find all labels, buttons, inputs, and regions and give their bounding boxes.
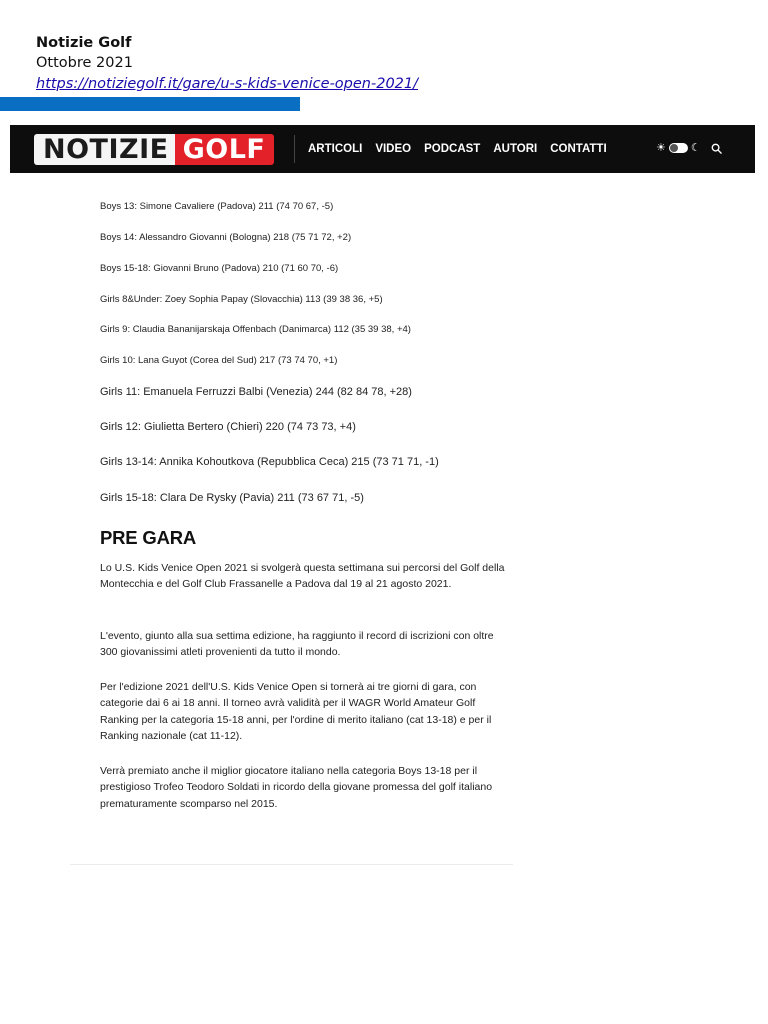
result-item: Boys 13: Simone Cavaliere (Padova) 211 (74 70 67, -5) — [100, 201, 334, 212]
logo-notizie: NOTIZIE — [34, 134, 175, 165]
result-item: Boys 15-18: Giovanni Bruno (Padova) 210 (71 60 70, -6) — [100, 263, 339, 274]
paragraph: Per l'edizione 2021 dell'U.S. Kids Venice Open si tornerà ai tre giorni di gara, con categorie dai 6 ai 18 anni. Il torneo avrà validità per il WAGR World Amateur Golf Ranking per la categoria 15-18 anni, per l'ordine di merito italiano (cat 13-18) e per il Ranking nazionale (cat 11-12). — [100, 681, 492, 742]
content-divider — [70, 864, 513, 865]
result-item: Boys 14: Alessandro Giovanni (Bologna) 218 (75 71 72, +2) — [100, 232, 352, 243]
site-header — [10, 125, 755, 173]
source-citation — [36, 33, 418, 94]
nav-articoli[interactable]: ARTICOLI — [308, 143, 363, 155]
result-item: Girls 12: Giulietta Bertero (Chieri) 220 (74 73 73, +4) — [100, 421, 356, 433]
site-logo[interactable] — [34, 134, 274, 165]
result-item: Girls 8&Under: Zoey Sophia Papay (Slovacchia) 113 (39 38 36, +5) — [100, 294, 383, 305]
search-icon[interactable] — [711, 143, 722, 154]
sun-icon: ☀ — [656, 142, 666, 154]
main-nav — [308, 125, 620, 173]
source-url-link[interactable]: https://notiziegolf.it/gare/u-s-kids-venice-open-2021/ — [36, 76, 419, 92]
result-item: Girls 15-18: Clara De Rysky (Pavia) 211 (73 67 71, -5) — [100, 492, 364, 504]
paragraph: L'evento, giunto alla sua settima edizione, ha raggiunto il record di iscrizioni con oltre 300 giovanissimi atleti provenienti da tutto il mondo. — [100, 630, 494, 659]
toggle-knob — [670, 144, 678, 152]
result-item: Girls 11: Emanuela Ferruzzi Balbi (Venezia) 244 (82 84 78, +28) — [100, 386, 412, 398]
nav-autori[interactable]: AUTORI — [493, 143, 538, 155]
result-item: Girls 9: Claudia Bananijarskaja Offenbach (Danimarca) 112 (35 39 38, +4) — [100, 324, 411, 335]
theme-toggle[interactable] — [656, 142, 701, 154]
accent-bar — [0, 97, 300, 111]
source-date: Ottobre 2021 — [36, 55, 133, 71]
moon-icon: ☾ — [690, 142, 701, 154]
logo-golf: GOLF — [175, 134, 275, 165]
section-title: PRE GARA — [100, 527, 197, 548]
result-item: Girls 13-14: Annika Kohoutkova (Repubblica Ceca) 215 (73 71 71, -1) — [100, 456, 439, 468]
nav-video[interactable]: VIDEO — [375, 143, 412, 155]
toggle-switch[interactable] — [669, 143, 688, 153]
result-item: Girls 10: Lana Guyot (Corea del Sud) 217 (73 74 70, +1) — [100, 355, 338, 366]
paragraph: Verrà premiato anche il miglior giocatore italiano nella categoria Boys 13-18 per il prestigioso Trofeo Teodoro Soldati in ricordo della giovane promessa del golf italiano prematuramente scomparso nel 2015. — [100, 765, 493, 810]
nav-divider — [294, 135, 295, 163]
nav-podcast[interactable]: PODCAST — [424, 143, 481, 155]
paragraph: Lo U.S. Kids Venice Open 2021 si svolgerà questa settimana sui percorsi del Golf della Montecchia e del Golf Club Frassanelle a Padova dal 19 al 21 agosto 2021. — [100, 562, 505, 591]
source-title: Notizie Golf — [36, 35, 132, 51]
nav-contatti[interactable]: CONTATTI — [550, 143, 607, 155]
